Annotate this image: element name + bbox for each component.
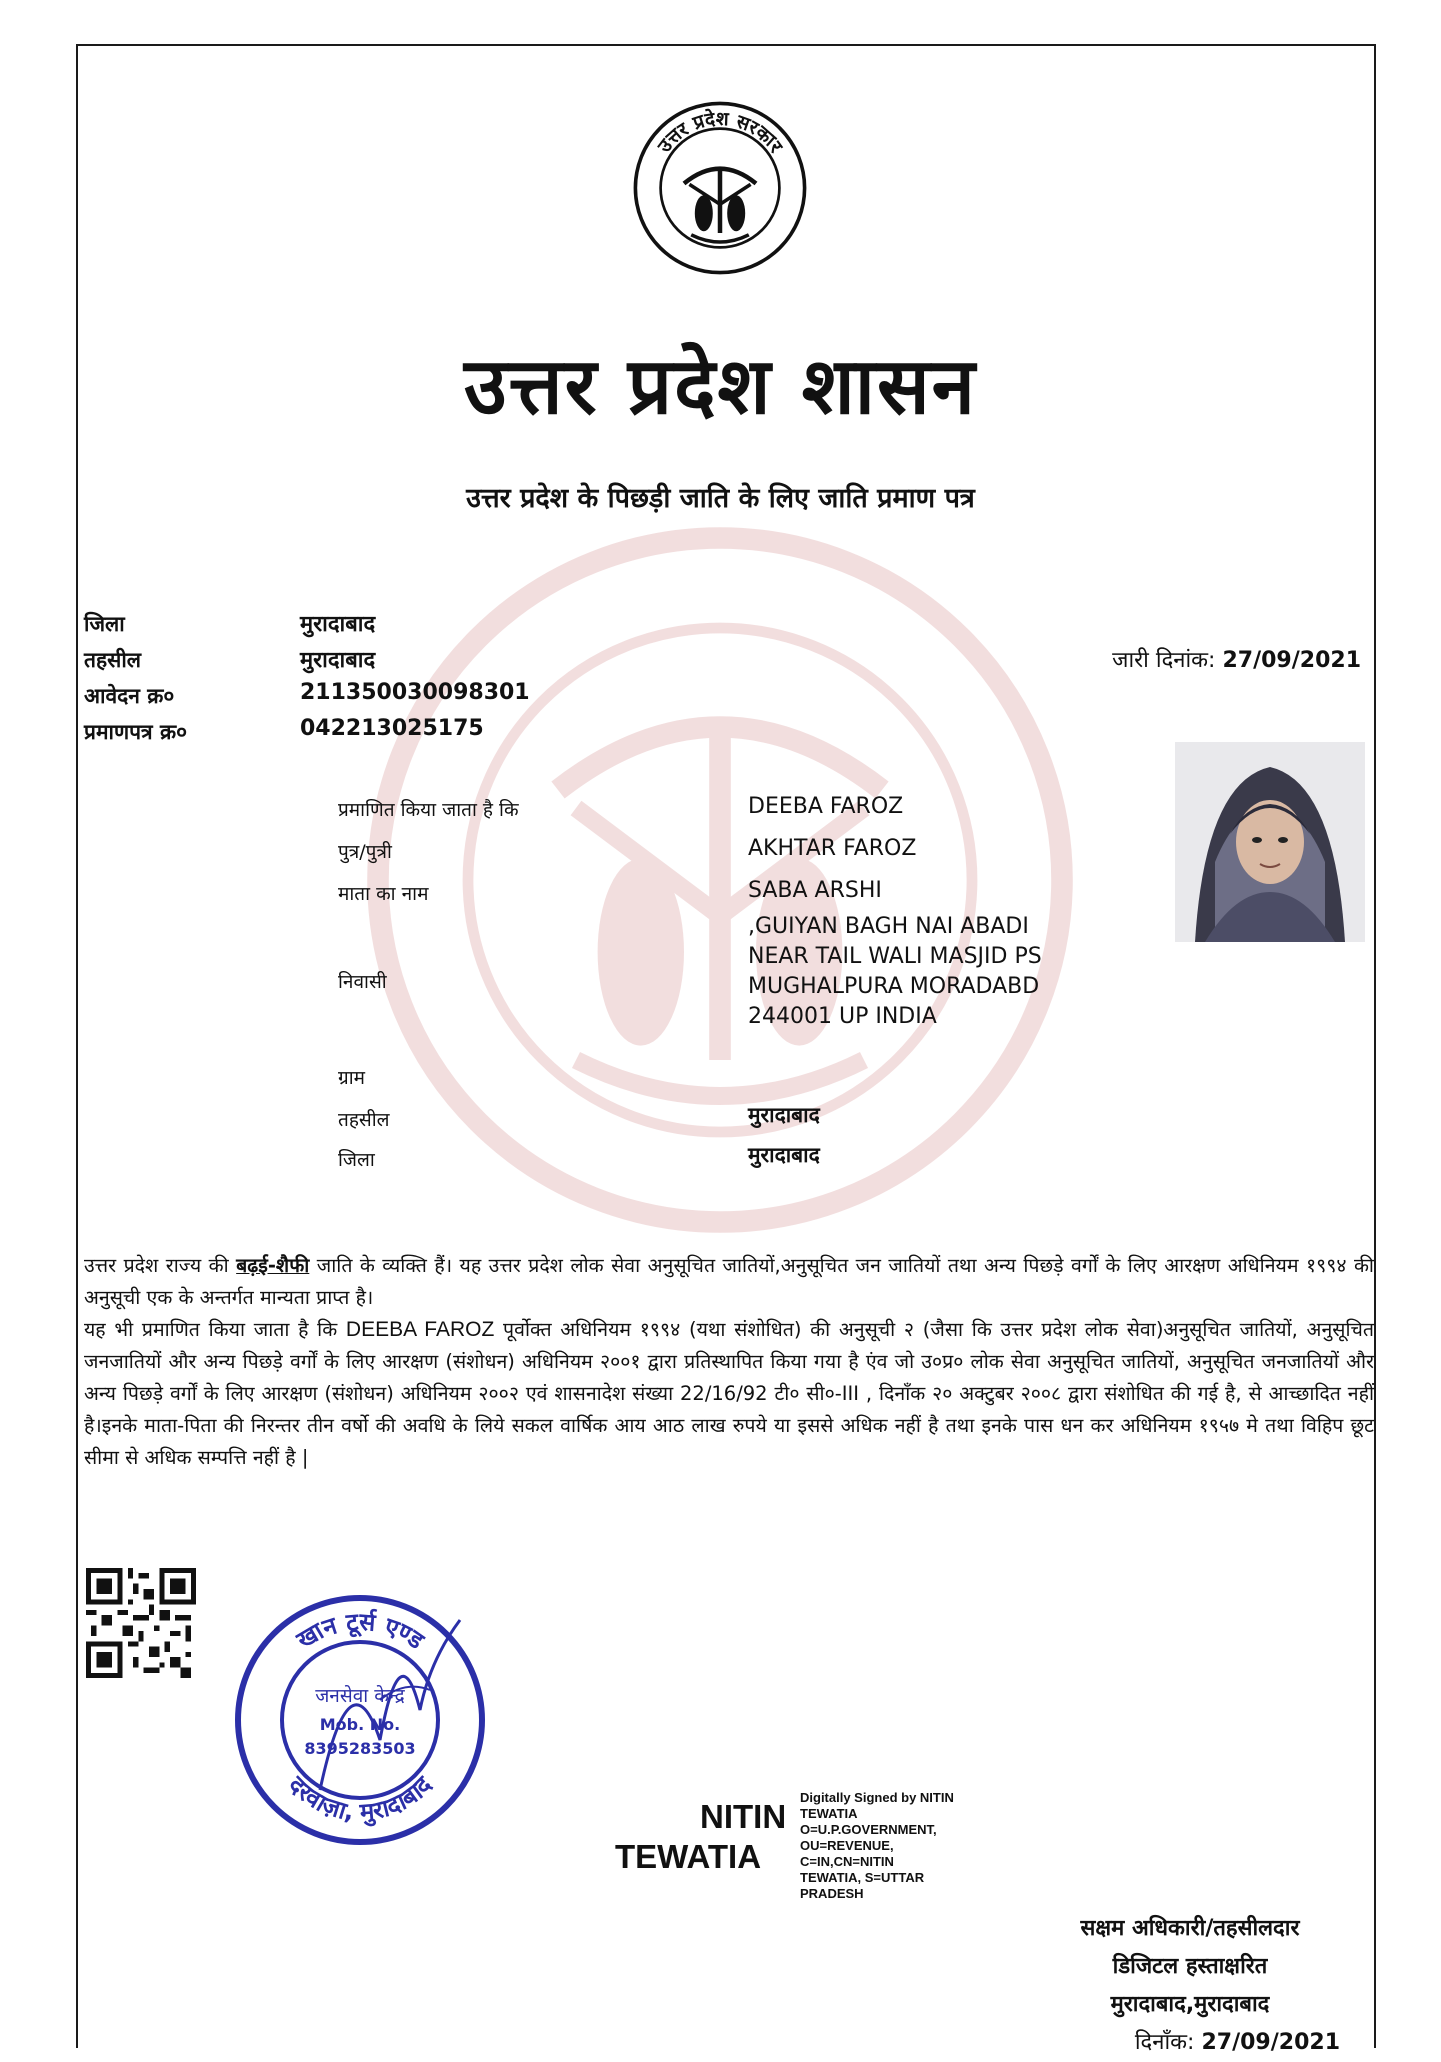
application-number-label: आवेदन क्र०: [84, 684, 175, 708]
stamp-center-text: जनसेवा केन्द्र: [315, 1685, 405, 1707]
detail-tehsil-value: मुरादाबाद: [748, 1103, 820, 1127]
svg-text:खान टूर्स एण्ड: [291, 1608, 430, 1656]
authority-digital-signed: डिजिटल हस्ताक्षरित: [1112, 1954, 1268, 1979]
svg-text:दरवाज़ा, मुरादाबाद: [282, 1770, 438, 1827]
stamp-top-text: खान टूर्स एण्ड: [291, 1607, 430, 1655]
certificate-number-value: 042213025175: [300, 716, 484, 741]
application-number-value: 21135003009830​1: [300, 680, 530, 705]
service-center-stamp: [230, 1590, 490, 1850]
applicant-photo: [1175, 742, 1365, 942]
father-name: AKHTAR FAROZ: [748, 836, 917, 861]
relation-label: पुत्र/पुत्री: [338, 841, 392, 863]
caste-name: बढ़ई-शैफी: [236, 1254, 310, 1277]
svg-text:उत्तर प्रदेश सरकार: उत्तर प्रदेश सरकार: [653, 107, 787, 157]
issue-date-value: 27/09/2021: [1222, 648, 1361, 673]
dsig-line: C=IN,CN=NITIN: [800, 1854, 894, 1869]
government-title: उत्तर प्रदेश शासन: [464, 342, 977, 432]
body-text-segment: यह भी प्रमाणित किया जाता है कि: [84, 1318, 346, 1341]
certificate-title: उत्तर प्रदेश के पिछड़ी जाति के लिए जाति प्रमाण पत्र: [466, 483, 975, 514]
stamp-mobile-label: Mob. No.: [319, 1715, 401, 1734]
address: [748, 912, 1042, 1032]
body-text-segment: उत्तर प्रदेश राज्य की: [84, 1254, 237, 1277]
authority-date-value: 27/09/2021: [1201, 2030, 1340, 2055]
authority-block: [1000, 1910, 1380, 2062]
authority-date-label: दिनाँक:: [1134, 2030, 1195, 2055]
issue-date-label: जारी दिनांक:: [1112, 648, 1216, 673]
body-applicant-name: DEEBA FAROZ: [345, 1318, 495, 1341]
up-government-emblem: [630, 98, 810, 278]
watermark-emblem: [360, 520, 1080, 1240]
issue-date: [1112, 644, 1361, 674]
body-paragraph-1: [84, 1250, 1374, 1314]
stamp-mobile-number: 8395283503: [304, 1739, 416, 1758]
detail-district-value: मुरादाबाद: [748, 1143, 820, 1167]
dsig-line: PRADESH: [800, 1886, 864, 1901]
body-text-segment: जाति के व्यक्ति हैं। यह उत्तर प्रदेश लोक सेवा अनुसूचित जातियों,अनुसूचित जन जातियों तथा अन्य पिछड़े वर्गों के लिए आरक्षण अधिनियम १९९४ की अनुसूची एक के अन्तर्गत मान्यता प्राप्त है।: [84, 1254, 1374, 1309]
address-line: 244001 UP INDIA: [748, 1004, 937, 1029]
qr-code[interactable]: [86, 1568, 196, 1678]
signer-last-name: TEWATIA: [615, 1838, 762, 1875]
detail-district-label: जिला: [338, 1149, 375, 1171]
tehsil-value: मुरादाबाद: [300, 648, 376, 673]
dsig-line: O=U.P.GOVERNMENT,: [800, 1822, 937, 1837]
address-label: निवासी: [338, 971, 387, 993]
address-line: NEAR TAIL WALI MASJID PS: [748, 944, 1042, 969]
applicant-name: DEEBA FAROZ: [748, 794, 904, 819]
certify-label: प्रमाणित किया जाता है कि: [338, 799, 519, 821]
district-label: जिला: [84, 612, 125, 636]
mother-name: SABA ARSHI: [748, 878, 882, 903]
certificate-number-label: प्रमाणपत्र क्र०: [84, 720, 188, 744]
body-text-segment: पूर्वोक्त अधिनियम १९९४ (यथा संशोधित) की अनुसूची २ (जैसा कि उत्तर प्रदेश लोक सेवा)अनुसूचित जातियों, अनुसूचित जनजातियों और अन्य पिछड़े वर्गों के लिए आरक्षण (संशोधन) अधिनियम २००१ द्वारा प्रतिस्थापित किया गया है एंव जो उ०प्र० लोक सेवा अनुसूचित जातियों, अनुसूचित जनजातियों और अन्य पिछड़े वर्गों के लिए आरक्षण (संशोधन) अधिनियम २००२ एवं शासनादेश संख्या 22/16/92 टी० सी०-III , दिनाँक २० अक्टुबर २००८ द्वारा संशोधित की गई है, से आच्छादित नहीं है।इनके माता-पिता की निरन्तर तीन वर्षो की अवधि के लिये सकल वार्षिक आय आठ लाख रुपये या इससे अधिक नहीं है तथा इनके पास धन कर अधिनियम १९५७ मे तथा विहिप छूट सीमा से अधिक सम्पत्ति नहीं है |: [84, 1318, 1374, 1469]
mother-label: माता का नाम: [338, 883, 429, 905]
dsig-line: Digitally Signed by NITIN: [800, 1790, 954, 1805]
detail-tehsil-label: तहसील: [338, 1109, 390, 1131]
dsig-line: TEWATIA: [800, 1806, 858, 1821]
dsig-line: TEWATIA, S=UTTAR: [800, 1870, 925, 1885]
address-line: ,GUIYAN BAGH NAI ABADI: [748, 914, 1029, 939]
district-value: मुरादाबाद: [300, 612, 376, 637]
body-paragraph-2: [84, 1314, 1374, 1474]
digital-signature-details: [800, 1790, 1000, 1902]
address-line: MUGHALPURA MORADABD: [748, 974, 1040, 999]
signer-first-name: NITIN: [700, 1798, 787, 1835]
tehsil-label: तहसील: [84, 648, 141, 672]
authority-location: मुरादाबाद,मुरादाबाद: [1110, 1992, 1270, 2017]
certificate-body: [84, 1250, 1374, 1474]
authority-date: [1000, 2024, 1380, 2062]
village-label: ग्राम: [338, 1067, 365, 1089]
authority-designation: सक्षम अधिकारी/तहसीलदार: [1080, 1916, 1300, 1941]
stamp-bottom-text: दरवाज़ा, मुरादाबाद: [282, 1770, 438, 1827]
dsig-line: OU=REVENUE,: [800, 1838, 894, 1853]
